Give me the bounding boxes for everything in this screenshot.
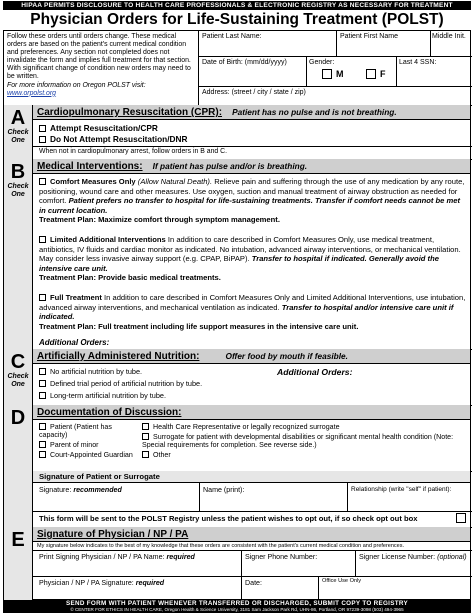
hipaa-banner: HIPAA PERMITS DISCLOSURE TO HEALTH CARE PROFESSIONALS & ELECTRONIC REGISTRY AS NECESSARY FOR TREATMENT	[3, 1, 471, 10]
discussion-hcr-option[interactable]: Health Care Representative or legally recognized surrogate	[142, 423, 340, 431]
section-c-note: Offer food by mouth if feasible.	[225, 351, 348, 361]
orpolst-link[interactable]: www.orpolst.org	[7, 89, 57, 97]
section-c-additional-orders[interactable]: Additional Orders:	[277, 367, 353, 377]
gender-female-box[interactable]	[366, 69, 376, 79]
limited-interventions-option[interactable]: Limited Additional Interventions In addition to care described in Comfort Measures Only, use medical treatment, antibiotics, IV fluids and cardiac monitor as indicated. No intubation, advanced airway interventions, or mechanical ventilation. May consider less invasive airway support (e.g. CPAP, BiPAP). Transfer to hospital if indicated. Generally avoid the intensive care unit. Treatment Plan: Provide basic medical treatments.	[39, 235, 461, 282]
patient-signature-header: Signature of Patient or Surrogate	[33, 471, 470, 483]
cpr-dnr-option[interactable]: Do Not Attempt Resuscitation/DNR	[39, 135, 188, 145]
signer-phone-field[interactable]: Signer Phone Number:	[245, 553, 318, 561]
nutrition-longterm-option[interactable]: Long-term artificial nutrition by tube.	[39, 392, 166, 400]
intro-text: Follow these orders until orders change. These medical orders are based on the patient's current medical condition and preferences. Any section not completed does not invalidate the form and implies full treatment for that section. With significant change of condition new orders may need to be written.	[7, 33, 191, 81]
patient-signature-field[interactable]: Signature: recommended	[39, 486, 122, 494]
patient-last-name-label: Patient Last Name:	[202, 33, 262, 40]
signer-license-field[interactable]: Signer License Number: (optional)	[359, 553, 467, 561]
office-use-only: Office Use Only	[322, 578, 362, 584]
section-b-note: If patient has pulse and/or is breathing.	[152, 161, 308, 171]
section-c-title: Artificially Administered Nutrition:	[37, 351, 200, 362]
section-b-letter: B Check One	[4, 159, 33, 349]
discussion-parent-option[interactable]: Parent of minor	[39, 441, 99, 449]
section-a-footnote: When not in cardiopulmonary arrest, follow orders in B and C.	[39, 148, 228, 155]
full-checkbox[interactable]	[39, 294, 46, 301]
section-e-letter: E	[4, 527, 33, 601]
section-a-header	[33, 105, 470, 120]
physician-signature-field[interactable]: Physician / NP / PA Signature: required	[39, 579, 165, 587]
gender-female-label: F	[380, 69, 386, 79]
gender-male-box[interactable]	[322, 69, 332, 79]
gender-label: Gender:	[309, 59, 335, 66]
registry-optout-text: This form will be sent to the POLST Registry unless the patient wishes to opt out, if so check opt out box	[39, 514, 418, 523]
full-treatment-option[interactable]: Full Treatment In addition to care described in Comfort Measures Only and Limited Additional Interventions, use intubation, advanced airway interventions, and mechanical ventilation as indicated. Transfer to hospital and/or intensive care unit if indicated. Treatment Plan: Full treatment including life support measures in the intensive care unit.	[39, 293, 466, 331]
registry-optout-checkbox[interactable]	[456, 513, 466, 523]
section-b-additional-orders[interactable]: Additional Orders:	[39, 338, 110, 347]
patient-first-name-label: Patient First Name	[340, 33, 398, 40]
patient-name-field[interactable]: Name (print):	[203, 486, 245, 494]
section-a-title: Cardiopulmonary Resuscitation (CPR):	[37, 107, 223, 118]
section-e-title: Signature of Physician / NP / PA	[37, 529, 189, 540]
section-a-note: Patient has no pulse and is not breathing.	[232, 107, 397, 117]
discussion-other-option[interactable]: Other	[142, 451, 171, 459]
section-d-title: Documentation of Discussion:	[37, 407, 182, 418]
limited-checkbox[interactable]	[39, 236, 46, 243]
address-label: Address: (street / city / state / zip)	[202, 89, 306, 96]
section-c-letter: C Check One	[4, 349, 33, 405]
section-d-letter: D	[4, 405, 33, 527]
footer-send-instruction: SEND FORM WITH PATIENT WHENEVER TRANSFERRED OR DISCHARGED, SUBMIT COPY TO REGISTRY	[66, 600, 408, 607]
cpr-attempt-checkbox[interactable]	[39, 125, 46, 132]
footer-copyright: © CENTER FOR ETHICS IN HEALTH CARE, Oregon Health & Science University, 3181 Sam Jackson Park Rd, UHN-86, Portland, OR 97239-3098 (503) 494-3965	[70, 607, 404, 612]
section-b-title: Medical Interventions:	[37, 161, 143, 172]
nutrition-trial-option[interactable]: Defined trial period of artificial nutrition by tube.	[39, 380, 202, 388]
signature-date-field[interactable]: Date:	[245, 579, 262, 587]
comfort-checkbox[interactable]	[39, 178, 46, 185]
section-d-header	[33, 405, 470, 420]
middle-init-label: Middle Init.	[432, 33, 466, 40]
relationship-field[interactable]: Relationship (write "self" if patient):	[351, 486, 452, 493]
discussion-guardian-option[interactable]: Court-Appointed Guardian	[39, 451, 134, 459]
comfort-measures-option[interactable]: Comfort Measures Only (Allow Natural Death). Relieve pain and suffering through the use of any medication by any route, positioning, wound care and other measures. Use oxygen, suction and manual treatment of airway obstruction as needed for comfort. Patient prefers no transfer to hospital for life-sustaining treatments. Transfer if comfort needs cannot be met in current location. Treatment Plan: Maximize comfort through symptom management.	[39, 177, 465, 224]
dob-label: Date of Birth: (mm/dd/yyyy)	[202, 59, 287, 66]
physician-instruction: My signature below indicates to the best of my knowledge that these orders are consistent with the patient's current medical condition and preferences.	[37, 543, 405, 549]
discussion-surrogate-option[interactable]: Surrogate for patient with developmental disabilities or significant mental health condition (Note: Special requirements for completion. See reverse side.)	[142, 433, 454, 450]
cpr-dnr-checkbox[interactable]	[39, 136, 46, 143]
section-e-header	[33, 527, 470, 542]
cpr-attempt-option[interactable]: Attempt Resuscitation/CPR	[39, 124, 158, 134]
section-a-letter: A Check One	[4, 105, 33, 159]
ssn-label: Last 4 SSN:	[399, 59, 437, 66]
discussion-patient-option[interactable]: Patient (Patient has capacity)	[39, 423, 112, 440]
intro-block	[7, 33, 197, 98]
gender-male-label: M	[336, 69, 344, 79]
section-c-header	[33, 349, 470, 364]
form-frame	[3, 30, 471, 600]
print-physician-name-field[interactable]: Print Signing Physician / NP / PA Name: required	[39, 553, 195, 561]
info-text: For more information on Oregon POLST visit:	[7, 81, 146, 89]
form-title: Physician Orders for Life-Sustaining Treatment (POLST)	[30, 11, 444, 28]
nutrition-none-option[interactable]: No artificial nutrition by tube.	[39, 368, 142, 376]
form-footer	[3, 600, 471, 613]
section-b-header	[33, 159, 470, 174]
